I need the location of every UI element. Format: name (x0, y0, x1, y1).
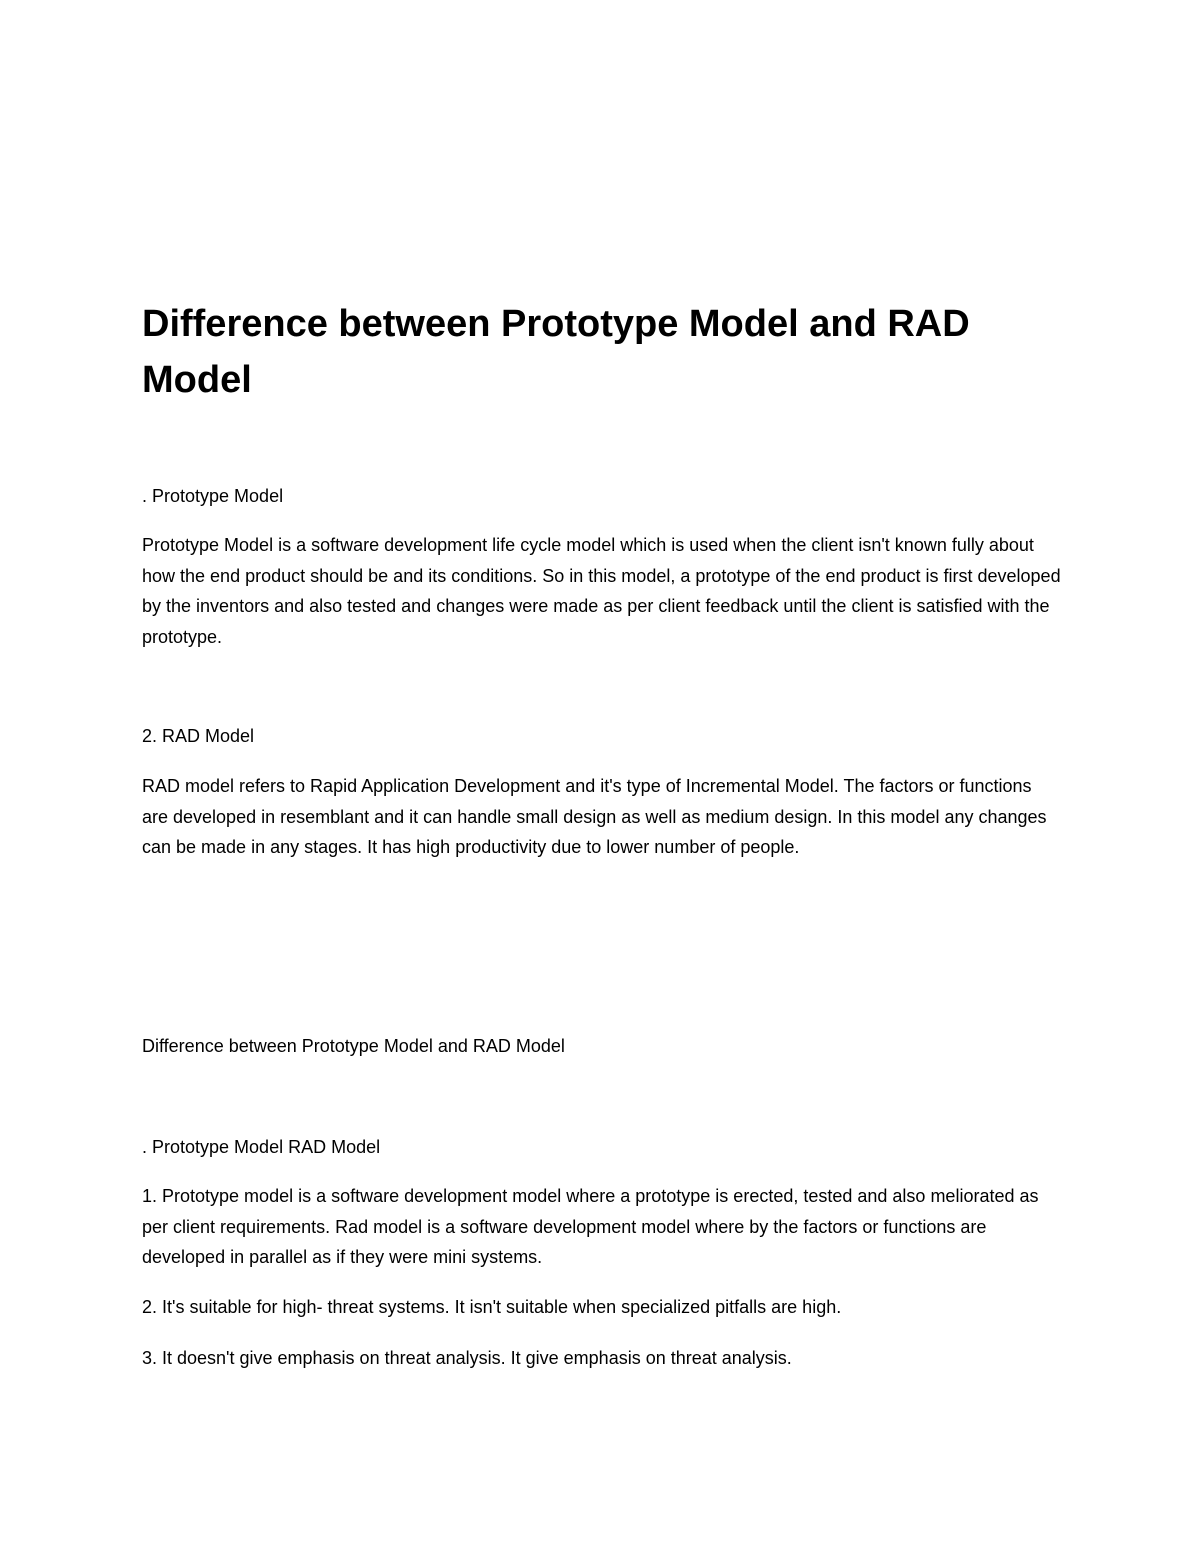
paragraph-prototype-description: Prototype Model is a software development life cycle model which is used when the client isn't known fully about how the end product should be and its conditions. So in this model, a prototype of the end product is first developed by the inventors and also tested and changes were made as per client feedback until the client is satisfied with the prototype. (142, 535, 1061, 647)
section-heading-difference: Difference between Prototype Model and RAD Model (142, 1036, 565, 1056)
document-title: Difference between Prototype Model and RAD Model (142, 303, 970, 401)
comparison-point-2: 2. It's suitable for high- threat systems. It isn't suitable when specialized pitfalls are high. (142, 1297, 842, 1317)
comparison-point-1: 1. Prototype model is a software development model where a prototype is erected, tested and also meliorated as per client requirements. Rad model is a software development model where by the factors or functions are developed in parallel as if they were mini systems. (142, 1186, 1039, 1267)
paragraph-rad-description: RAD model refers to Rapid Application Development and it's type of Incremental Model. The factors or functions are developed in resemblant and it can handle small design as well as medium design. In this model any changes can be made in any stages. It has high productivity due to lower number of people. (142, 776, 1047, 857)
comparison-header: . Prototype Model RAD Model (142, 1137, 381, 1157)
section-heading-prototype-model: . Prototype Model (142, 486, 284, 506)
section-heading-rad-model: 2. RAD Model (142, 726, 255, 746)
comparison-point-3: 3. It doesn't give emphasis on threat analysis. It give emphasis on threat analysis. (142, 1348, 792, 1368)
